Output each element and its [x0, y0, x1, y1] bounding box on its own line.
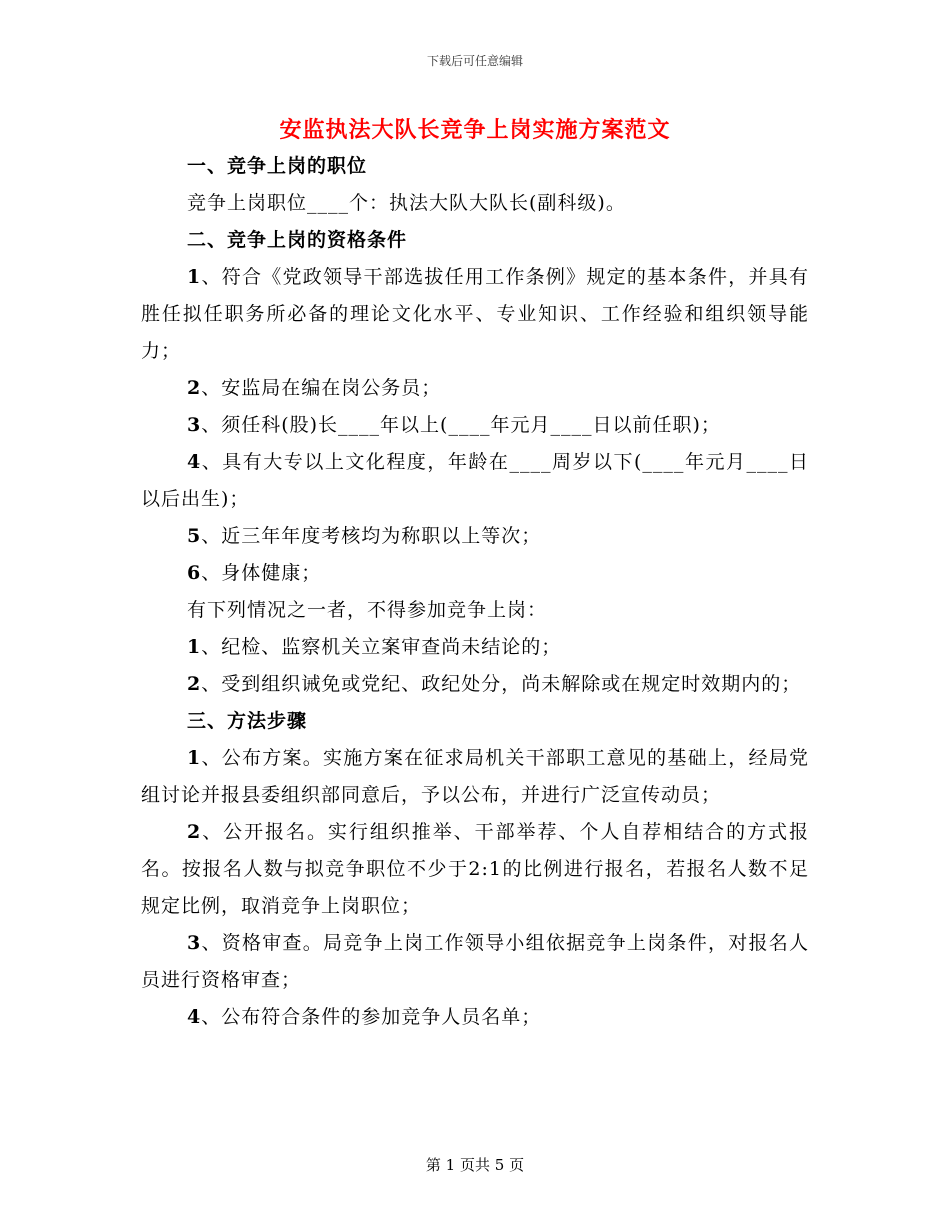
item-text: 、近三年年度考核均为称职以上等次；: [201, 525, 542, 547]
heading-text: 一、竞争上岗的职位: [187, 155, 368, 177]
item-number: 1: [187, 266, 202, 288]
paragraph-text: 有下列情况之一者，不得参加竞争上岗：: [187, 599, 548, 621]
document-title: 安监执法大队长竞争上岗实施方案范文: [279, 117, 671, 143]
item-number: 1: [187, 747, 202, 769]
list-item: [141, 740, 809, 814]
list-item: [141, 925, 809, 999]
item-text: 、公布方案。实施方案在征求局机关干部职工意见的基础上，经局党组讨论并报县委组织部同意后，予以公布，并进行广泛宣传动员；: [141, 747, 809, 806]
item-number: 6: [187, 562, 202, 584]
list-item: [141, 518, 809, 555]
list-item: [141, 999, 809, 1036]
heading-text: 二、竞争上岗的资格条件: [187, 229, 408, 251]
item-number: 2: [187, 673, 202, 695]
item-text: 、公开报名。实行组织推举、干部举荐、个人自荐相结合的方式报名。按报名人数与拟竞争职位不少于2:1的比例进行报名，若报名人数不足规定比例，取消竞争上岗职位；: [141, 821, 809, 917]
item-number: 4: [187, 1006, 202, 1028]
item-text: 、须任科(股)长____年以上(____年元月____日以前任职)；: [201, 414, 721, 436]
page-number-footer: 第 1 页共 5 页: [425, 1156, 525, 1174]
item-number: 4: [187, 451, 202, 473]
section-heading-3: [141, 703, 809, 740]
item-text: 、公布符合条件的参加竞争人员名单；: [201, 1006, 542, 1028]
item-text: 、身体健康；: [201, 562, 322, 584]
paragraph-text: 竞争上岗职位____个：执法大队大队长(副科级)。: [187, 192, 626, 214]
item-text: 、纪检、监察机关立案审查尚未结论的；: [201, 636, 562, 658]
list-item: [141, 407, 809, 444]
item-number: 3: [187, 932, 202, 954]
item-text: 、资格审查。局竞争上岗工作领导小组依据竞争上岗条件，对报名人员进行资格审查；: [141, 932, 809, 991]
item-text: 、安监局在编在岗公务员；: [201, 377, 442, 399]
item-text: 、受到组织诫免或党纪、政纪处分，尚未解除或在规定时效期内的；: [201, 673, 802, 695]
list-item: [141, 629, 809, 666]
list-item: [141, 370, 809, 407]
section-heading-1: [141, 148, 809, 185]
item-text: 、具有大专以上文化程度，年龄在____周岁以下(____年元月____日以后出生)；: [141, 451, 809, 510]
item-number: 2: [187, 377, 202, 399]
page-header-note: 下载后可任意编辑: [426, 54, 523, 68]
list-item: [141, 259, 809, 370]
item-number: 5: [187, 525, 202, 547]
list-item: [141, 555, 809, 592]
item-number: 3: [187, 414, 202, 436]
item-number: 2: [187, 821, 202, 843]
body-paragraph: [141, 592, 809, 629]
list-item: [141, 814, 809, 925]
heading-text: 三、方法步骤: [187, 710, 308, 732]
document-body: [141, 148, 809, 1036]
body-paragraph: [141, 185, 809, 222]
list-item: [141, 444, 809, 518]
list-item: [141, 666, 809, 703]
item-text: 、符合《党政领导干部选拔任用工作条例》规定的基本条件，并具有胜任拟任职务所必备的理论文化水平、专业知识、工作经验和组织领导能力；: [141, 266, 809, 362]
section-heading-2: [141, 222, 809, 259]
item-number: 1: [187, 636, 202, 658]
